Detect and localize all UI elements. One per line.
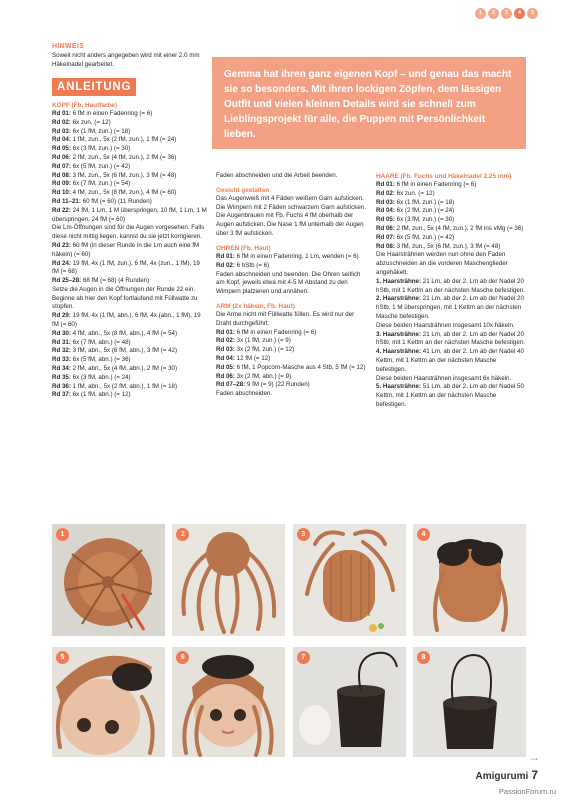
instruction-row	[52, 180, 208, 189]
row-label: Rd 02:	[216, 337, 235, 345]
row-text: 60 fM (in dieser Runde in die Lm auch eine fM häkeln) (= 60)	[52, 241, 200, 258]
row-label: 3. Haarsträhne:	[376, 330, 422, 338]
instruction-row	[52, 242, 208, 260]
row-label: Rd 06:	[216, 372, 235, 380]
row-text: 21 Lm, ab der 2. Lm ab der Nadel 20 hStb, 1 M überspringen, mit 1 Kettm an der nächsten Masche befestigen.	[376, 295, 524, 321]
row-text: 21 Lm, ab der 2. Lm ab der Nadel 20 hStb, mit 1 Kettm an der nächsten Masche befestigen.	[376, 277, 525, 294]
instruction-row	[52, 136, 208, 145]
row-label: Rd 01:	[52, 109, 71, 117]
instruction-row	[52, 347, 208, 356]
page-dot: 1	[475, 8, 486, 19]
photo-doll-face-side	[52, 647, 165, 757]
row-label: Rd 05:	[376, 216, 395, 224]
instruction-row	[52, 312, 208, 330]
row-text: 21 Lm, ab der 2. Lm ab der Nadel 20 hStb, mit 1 Kettm an der nächsten Masche befestigen.	[376, 330, 525, 347]
instruction-row	[216, 311, 366, 329]
row-label: Rd 04:	[216, 355, 235, 363]
intro-callout: Gemma hat ihren ganz eigenen Kopf – und genau das macht sie so besonders. Mit ihren lockigen Zöpfen, dem lässigen Outfit und vielen kleinen Details wird sie schnell zum Lieblingsprojekt für alle, die Puppen mit Persönlichkeit lieben.	[212, 57, 526, 149]
row-text: 6x zun. (= 12)	[394, 189, 435, 197]
row-label: Rd 01:	[376, 181, 395, 189]
row-label: Rd 05:	[216, 363, 235, 371]
instruction-row	[216, 346, 366, 355]
continue-arrow-icon: →	[528, 750, 540, 764]
page-dot-active: 4	[514, 8, 525, 19]
photo-number: 4	[417, 528, 430, 541]
row-text: 6 fM in einen Fadenring (= 6)	[70, 109, 153, 117]
row-text: 9 fM (= 9) (22 Runden)	[245, 381, 310, 389]
instruction-row	[52, 286, 208, 312]
anleitung-heading: ANLEITUNG	[52, 78, 136, 96]
row-text: Setze die Augen in die Öffnungen der Runde 22 ein. Beginne ab hier den Kopf fortlaufend mit Füllwatte zu stopfen.	[52, 285, 198, 311]
row-text: Diese beiden Haarsträhnen insgesamt 10x häkeln.	[376, 321, 515, 329]
instruction-row	[52, 128, 208, 137]
row-text: 6 hStb (= 6)	[234, 261, 270, 269]
instruction-row	[376, 278, 526, 296]
row-label: Rd 35:	[52, 373, 71, 381]
row-text: Die Lm-Öffnungen sind für die Augen vorgesehen. Falls diese nicht mittig liegen, kannst du sie jetzt korrigieren.	[52, 224, 205, 241]
photo-4-image	[413, 524, 526, 636]
photo-hair-cap-swirl	[52, 524, 165, 636]
photo-head-black-bangs	[413, 524, 526, 636]
instruction-row	[216, 364, 366, 373]
page-dot: 3	[501, 8, 512, 19]
hinweis-title: HINWEIS	[52, 43, 85, 50]
instruction-row	[216, 390, 366, 399]
row-text: 6x (3 fM, abn.) (= 24)	[70, 373, 131, 381]
row-label: Rd 23:	[52, 241, 71, 249]
row-label: Rd 32:	[52, 347, 71, 355]
instruction-row	[216, 355, 366, 364]
instruction-row	[376, 331, 526, 349]
photo-number: 5	[56, 651, 69, 664]
row-label: Rd 03:	[376, 198, 395, 206]
row-text: 51 Lm, ab der 2. Lm ab der Nadel 50 Kettm, mit 1 Kettm an der nächsten Masche befestigen.	[376, 383, 524, 409]
row-label: 1. Haarsträhne:	[376, 277, 422, 285]
row-text: 3x (2 fM, zun.) (= 12)	[234, 346, 295, 354]
row-text: 41 Lm, ab der 2. Lm ab der Nadel 40 Kettm, mit 1 Kettm an der nächsten Masche befestigen.	[376, 348, 524, 373]
magazine-name: Amigurumi	[475, 771, 529, 782]
photo-black-cup-finished	[413, 647, 526, 757]
photo-3-image	[293, 524, 406, 636]
row-text: 3 fM, zun., 5x (6 fM, zun.), 3 fM (= 48)	[70, 171, 177, 179]
page-dots	[475, 8, 538, 19]
photo-5-image	[52, 647, 165, 757]
instruction-row	[52, 110, 208, 119]
row-text: 1 fM, abn., 5x (2 fM, abn.), 1 fM (= 18)	[70, 382, 178, 390]
row-text: 3x (1 fM, zun.) (= 9)	[234, 337, 291, 345]
watermark: PassionForum.ru	[498, 787, 556, 796]
row-label: Rd 03:	[52, 127, 71, 135]
instruction-row	[52, 383, 208, 392]
instruction-row	[376, 375, 526, 384]
instruction-row	[52, 374, 208, 383]
row-label: 4. Haarsträhne:	[376, 348, 422, 356]
photo-doll-face-front	[172, 647, 285, 757]
row-label: 5. Haarsträhne:	[376, 383, 422, 391]
row-label: Rd 10:	[52, 189, 71, 197]
instruction-row	[52, 198, 208, 207]
row-text: 2 fM, zun., 5x (4 fM, zun.), 2 fM ins vMg (= 36)	[394, 225, 524, 233]
instruction-row	[376, 181, 526, 190]
photo-number: 1	[56, 528, 69, 541]
ohren-title: OHREN (Fb. Haut)	[216, 244, 271, 252]
instruction-row	[52, 356, 208, 365]
row-label: Rd 36:	[52, 382, 71, 390]
row-text: Die Arme nicht mit Füllwatte füllen. Es wird nur der Draht durchgeführt.	[216, 311, 355, 327]
row-text: 4 fM, zun., 5x (8 fM, zun.), 4 fM (= 60)	[70, 189, 177, 197]
ohren-rows	[216, 253, 366, 297]
arm-rows	[216, 311, 366, 399]
row-label: Rd 07:	[52, 162, 71, 170]
instruction-row	[216, 381, 366, 390]
row-label: Rd 25–28:	[52, 277, 82, 285]
instruction-row	[376, 251, 526, 277]
column-haare	[376, 172, 526, 410]
photo-head-with-hair-cap	[293, 524, 406, 636]
photo-hair-strands	[172, 524, 285, 636]
row-text: Faden abschneiden.	[216, 390, 273, 398]
instruction-row	[52, 172, 208, 181]
page-footer	[476, 768, 538, 782]
instruction-row	[216, 262, 366, 271]
row-label: Rd 07–28:	[216, 381, 246, 389]
row-text: 3x (2 fM, abn.) (= 9)	[234, 372, 292, 380]
photo-8-image	[413, 647, 526, 757]
row-text: 6 fM in einen Fadenring, 1 Lm, wenden (= 6)	[234, 252, 359, 260]
gesicht-title: Gesicht gestalten	[216, 186, 270, 194]
row-text: 68 fM (= 68) (4 Runden)	[81, 277, 150, 285]
instruction-row	[376, 383, 526, 409]
row-text: 6x (5 fM, zun.) (= 42)	[394, 233, 455, 241]
row-text: 3 fM, abn., 5x (6 fM, abn.), 3 fM (= 42)	[70, 347, 178, 355]
row-label: Rd 06:	[52, 153, 71, 161]
row-text: 6x (5 fM, abn.) (= 36)	[70, 356, 131, 364]
photo-row-1	[52, 524, 526, 636]
column-middle	[216, 172, 366, 399]
row-text: 6 fM, 1 Popcorn-Masche aus 4 Stb, 5 fM (= 12)	[234, 363, 366, 371]
row-label: Rd 07:	[376, 233, 395, 241]
row-label: Rd 34:	[52, 365, 71, 373]
instruction-row	[216, 271, 366, 297]
row-label: Rd 30:	[52, 329, 71, 337]
haare-title: HAARE (Fb. Fuchs und Häkelnadel 2.25 mm)	[376, 173, 512, 180]
gesicht-text: Das Augenweiß mit 4 Fäden weißem Garn aufsticken. Die Wimpern mit 2 Fäden schwarzem Garn aufsticken. Die Augenbrauen mit Fb. Fuchs 4 fM oberhalb der Augen aufsticken. Die Nase 1 fM unterhalb der Augen über 3 fM aufsticken.	[216, 194, 366, 238]
page-number: 7	[531, 768, 538, 782]
row-text: 6x (3 fM, zun.) (= 30)	[394, 216, 455, 224]
row-text: 6 fM in einen Fadenring (= 6)	[394, 181, 477, 189]
haare-rows	[376, 181, 526, 410]
row-text: Diese beiden Haarsträhnen insgesamt 6x häkeln.	[376, 374, 512, 382]
instruction-row	[376, 243, 526, 252]
row-text: 6x (2 fM, zun.) (= 24)	[394, 207, 455, 215]
row-label: Rd 29:	[52, 312, 71, 320]
instruction-row	[216, 373, 366, 382]
row-label: Rd 05:	[52, 145, 71, 153]
instruction-row	[52, 224, 208, 242]
instruction-row	[52, 277, 208, 286]
instruction-row	[376, 207, 526, 216]
photo-7-image	[293, 647, 406, 757]
instruction-row	[376, 199, 526, 208]
arm-title: ARM (2x häkeln, Fb. Haut)	[216, 302, 295, 310]
row-text: 1 fM, zun., 5x (2 fM, zun.), 1 fM (= 24)	[70, 136, 177, 144]
finish-text: Faden abschneiden und die Arbeit beenden.	[216, 172, 338, 179]
row-label: Rd 09:	[52, 180, 71, 188]
row-label: Rd 01:	[216, 328, 235, 336]
row-text: 6x (1 fM, zun.) (= 18)	[394, 198, 455, 206]
row-label: Rd 02:	[52, 118, 71, 126]
row-text: 4 fM, abn., 5x (8 fM, abn.), 4 fM (= 54)	[70, 329, 178, 337]
hinweis-text: Soweit nicht anders angegeben wird mit einer 2.0 mm Häkelnadel gearbeitet.	[52, 51, 200, 68]
instruction-row	[52, 163, 208, 172]
row-label: Rd 02:	[216, 261, 235, 269]
row-label: Rd 02:	[376, 189, 395, 197]
row-label: Rd 22:	[52, 206, 71, 214]
instruction-row	[52, 119, 208, 128]
instruction-row	[376, 225, 526, 234]
instruction-row	[52, 189, 208, 198]
row-label: Rd 04:	[52, 136, 71, 144]
instruction-row	[376, 322, 526, 331]
row-text: 6x (1 fM, zun.) (= 18)	[70, 127, 131, 135]
row-label: Rd 08:	[376, 242, 395, 250]
photo-number: 7	[297, 651, 310, 664]
row-text: 6x zun. (= 12)	[70, 118, 111, 126]
instruction-row	[376, 216, 526, 225]
instruction-row	[52, 365, 208, 374]
instruction-row	[216, 253, 366, 262]
row-label: Rd 03:	[216, 346, 235, 354]
row-label: Rd 31:	[52, 338, 71, 346]
photo-number: 6	[176, 651, 189, 664]
row-text: 60 fM (= 60) (11 Runden)	[80, 197, 152, 205]
row-text: 2 fM, abn., 5x (4 fM, abn.), 2 fM (= 30)	[70, 365, 178, 373]
instruction-row	[376, 348, 526, 374]
row-text: 19 fM, 4x (1 fM, zun.), 6 fM, 4x (zun., 1 fM), 19 fM (= 68)	[52, 259, 200, 276]
photo-number: 2	[176, 528, 189, 541]
photo-row-2	[52, 647, 526, 757]
row-text: 24 fM, 1 Lm, 1 M überspringen, 10 fM, 1 Lm, 1 M überspringen, 24 fM (= 60)	[52, 206, 207, 223]
photo-number: 3	[297, 528, 310, 541]
row-label: Rd 33:	[52, 356, 71, 364]
row-label: 2. Haarsträhne:	[376, 295, 422, 303]
instruction-row	[52, 145, 208, 154]
row-label: Rd 04:	[376, 207, 395, 215]
instruction-row	[376, 190, 526, 199]
instruction-row	[376, 234, 526, 243]
kopf-rows	[52, 110, 208, 400]
row-text: 19 fM, 4x (1 fM, abn.), 6 fM, 4x (abn., 1 fM), 19 fM (= 60)	[52, 312, 201, 329]
page-dot: 5	[527, 8, 538, 19]
row-text: Die Haarsträhnen werden nun ohne den Faden abzuschneiden an die vorderen Maschenglieder angehäkelt.	[376, 251, 508, 277]
row-text: Faden abschneiden und beenden. Die Ohren seitlich am Kopf, jeweils etwa mit 4-5 M Abstand zu den Wimpern platzieren und annähen.	[216, 270, 361, 296]
row-text: 12 fM (= 12)	[234, 355, 271, 363]
column-kopf	[52, 42, 208, 400]
instruction-row	[52, 330, 208, 339]
instruction-row	[216, 337, 366, 346]
photo-2-image	[172, 524, 285, 636]
photo-black-cup-crochet	[293, 647, 406, 757]
row-label: Rd 08:	[52, 171, 71, 179]
instruction-row	[52, 260, 208, 278]
row-text: 6x (3 fM, zun.) (= 30)	[70, 145, 131, 153]
instruction-row	[376, 295, 526, 321]
page-dot: 2	[488, 8, 499, 19]
instruction-row	[52, 339, 208, 348]
row-text: 3 fM, zun., 5x (6 fM, zun.), 3 fM (= 48)	[394, 242, 501, 250]
instruction-row	[52, 207, 208, 225]
row-text: 6x (1 fM, abn.) (= 12)	[70, 391, 131, 399]
kopf-title: KOPF (Fb. Hautfarbe)	[52, 101, 117, 109]
row-text: 6 fM in einen Fadenring (= 6)	[234, 328, 317, 336]
photo-number: 8	[417, 651, 430, 664]
row-text: 6x (7 fM, abn.) (= 48)	[70, 338, 131, 346]
row-label: Rd 01:	[216, 252, 235, 260]
row-label: Rd 37:	[52, 391, 71, 399]
row-text: 6x (5 fM, zun.) (= 42)	[70, 162, 131, 170]
row-text: 2 fM, zun., 5x (4 fM, zun.), 2 fM (= 36)	[70, 153, 177, 161]
instruction-row	[52, 391, 208, 400]
instruction-row	[52, 154, 208, 163]
row-label: Rd 06:	[376, 225, 395, 233]
photo-1-image	[52, 524, 165, 636]
row-text: 6x (7 fM, zun.) (= 54)	[70, 180, 131, 188]
photo-6-image	[172, 647, 285, 757]
row-label: Rd 24:	[52, 259, 71, 267]
row-label: Rd 11–21:	[52, 197, 81, 205]
instruction-row	[216, 329, 366, 338]
